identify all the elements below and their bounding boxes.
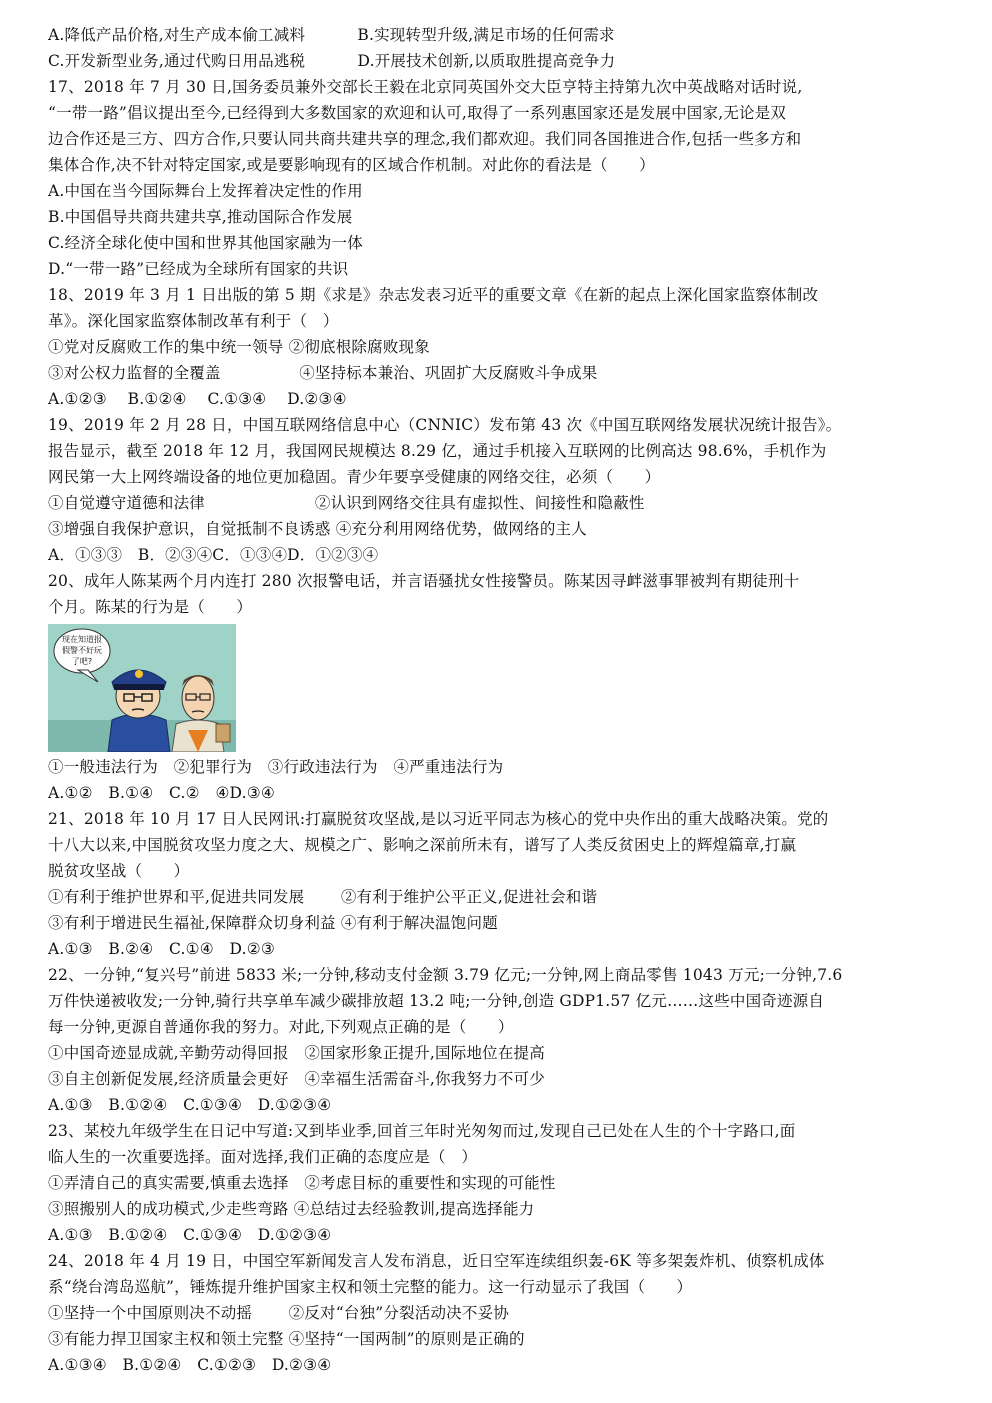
text-line: 万件快递被收发;一分钟,骑行共享单车减少碳排放超 13.2 吨;一分钟,创造 GDP1.57 亿元……这些中国奇迹源自 [48,992,825,1010]
text-line: 21、2018 年 10 月 17 日人民网讯:打赢脱贫攻坚战,是以习近平同志为核心的党中央作出的重大战略决策。党的 [48,810,829,828]
text-line: 脱贫攻坚战（ ） [48,862,190,880]
text-line: ③照搬别人的成功模式,少走些弯路 ④总结过去经验教训,提高选择能力 [48,1200,535,1218]
text-line: 集体合作,决不针对特定国家,或是要影响现有的区域合作机制。对此你的看法是（ ） [48,156,655,174]
text-line: C.经济全球化使中国和世界其他国家融为一体 [48,234,363,252]
text-line: A.①③ B.②④ C.①④ D.②③ [48,940,275,958]
bubble-line-3: 了吧? [71,657,93,666]
text-line: 18、2019 年 3 月 1 日出版的第 5 期《求是》杂志发表习近平的重要文章《在新的起点上深化国家监察体制改 [48,286,819,304]
text-line: 网民第一大上网终端设备的地位更加稳固。青少年要享受健康的网络交往，必须（ ） [48,468,661,486]
text-line: ③增强自我保护意识，自觉抵制不良诱惑 ④充分利用网络优势，做网络的主人 [48,520,587,538]
text-line: 19、2019 年 2 月 28 日，中国互联网络信息中心（CNNIC）发布第 43 次《中国互联网络发展状况统计报告》。 [48,416,842,434]
text-line: 24、2018 年 4 月 19 日，中国空军新闻发言人发布消息，近日空军连续组织轰-6K 等多架轰炸机、侦察机成体 [48,1252,825,1270]
text-line: 系“绕台湾岛巡航”，锤炼提升维护国家主权和领土完整的能力。这一行动显示了我国（ ） [48,1278,693,1296]
text-line: ①弄清自己的真实需要,慎重去选择 ②考虑目标的重要性和实现的可能性 [48,1174,556,1192]
text-line: ③对公权力监督的全覆盖 ④坚持标本兼治、巩固扩大反腐败斗争成果 [48,364,598,382]
cartoon-svg [48,624,236,752]
text-line: 22、一分钟,“复兴号”前进 5833 米;一分钟,移动支付金额 3.79 亿元;一分钟,网上商品零售 1043 万元;一分钟,7.6 [48,966,843,984]
text-line: ①一般违法行为 ②犯罪行为 ③行政违法行为 ④严重违法行为 [48,758,504,776]
text-line: A.①③ B.①②④ C.①③④ D.①②③④ [48,1226,332,1244]
text-line: ①自觉遵守道德和法律 ②认识到网络交往具有虚拟性、间接性和隐蔽性 [48,494,645,512]
text-line: 革》。深化国家监察体制改革有利于（ ） [48,312,339,330]
exam-page [48,22,948,1378]
question-block-top [48,22,948,620]
text-line: ③自主创新促发展,经济质量会更好 ④幸福生活需奋斗,你我努力不可少 [48,1070,545,1088]
text-line: 23、某校九年级学生在日记中写道:又到毕业季,回首三年时光匆匆而过,发现自己已处在人生的个十字路口,面 [48,1122,796,1140]
text-line: A.①②③ B.①②④ C.①③④ D.②③④ [48,390,347,408]
text-line: ①有利于维护世界和平,促进共同发展 ②有利于维护公平正义,促进社会和谐 [48,888,598,906]
text-line: ③有能力捍卫国家主权和领土完整 ④坚持“一国两制”的原则是正确的 [48,1330,525,1348]
text-line: 每一分钟,更源自普通你我的努力。对此,下列观点正确的是（ ） [48,1018,514,1036]
text-line: 报告显示，截至 2018 年 12 月，我国网民规模达 8.29 亿，通过手机接入互联网的比例高达 98.6%，手机作为 [48,442,827,460]
text-line: ①中国奇迹显成就,辛勤劳动得回报 ②国家形象正提升,国际地位在提高 [48,1044,545,1062]
text-line: ①坚持一个中国原则决不动摇 ②反对“台独”分裂活动决不妥协 [48,1304,509,1322]
text-line: A.①② B.①④ C.② ④D.③④ [48,784,275,802]
text-line: 个月。陈某的行为是（ ） [48,598,253,616]
text-line: A．①③③ B．②③④C．①③④D．①②③④ [48,546,379,564]
text-line: A.中国在当今国际舞台上发挥着决定性的作用 [48,182,363,200]
bubble-line-1: 现在知道报 [62,635,102,644]
text-line: D.“一带一路”已经成为全球所有国家的共识 [48,260,349,278]
text-line: A.①③④ B.①②④ C.①②③ D.②③④ [48,1356,332,1374]
text-line: 17、2018 年 7 月 30 日,国务委员兼外交部长王毅在北京同英国外交大臣亨特主持第九次中英战略对话时说, [48,78,803,96]
text-line: 十八大以来,中国脱贫攻坚力度之大、规模之广、影响之深前所未有，谱写了人类反贫困史上的辉煌篇章,打赢 [48,836,797,854]
text-line: A.降低产品价格,对生产成本偷工减料 B.实现转型升级,满足市场的任何需求 [48,26,615,44]
text-line: C.开发新型业务,通过代购日用品逃税 D.开展技术创新,以质取胜提高竞争力 [48,52,616,70]
text-line: B.中国倡导共商共建共享,推动国际合作发展 [48,208,353,226]
text-line: “一带一路”倡议提出至今,已经得到大多数国家的欢迎和认可,取得了一系列惠国家还是发展中国家,无论是双 [48,104,787,122]
text-line: 边合作还是三方、四方合作,只要认同共商共建共享的理念,我们都欢迎。我们同各国推进合作,包括一些多方和 [48,130,802,148]
text-line: A.①③ B.①②④ C.①③④ D.①②③④ [48,1096,332,1114]
text-line: ③有利于增进民生福祉,保障群众切身利益 ④有利于解决温饱问题 [48,914,498,932]
text-line: 20、成年人陈某两个月内连打 280 次报警电话，并言语骚扰女性接警员。陈某因寻衅滋事罪被判有期徒刑十 [48,572,800,590]
text-line: 临人生的一次重要选择。面对选择,我们正确的态度应是（ ） [48,1148,478,1166]
bubble-line-2: 假警不好玩 [62,646,102,655]
text-line: ①党对反腐败工作的集中统一领导 ②彻底根除腐败现象 [48,338,430,356]
police-cartoon-illustration [48,624,236,752]
question-block-bottom [48,754,948,1378]
